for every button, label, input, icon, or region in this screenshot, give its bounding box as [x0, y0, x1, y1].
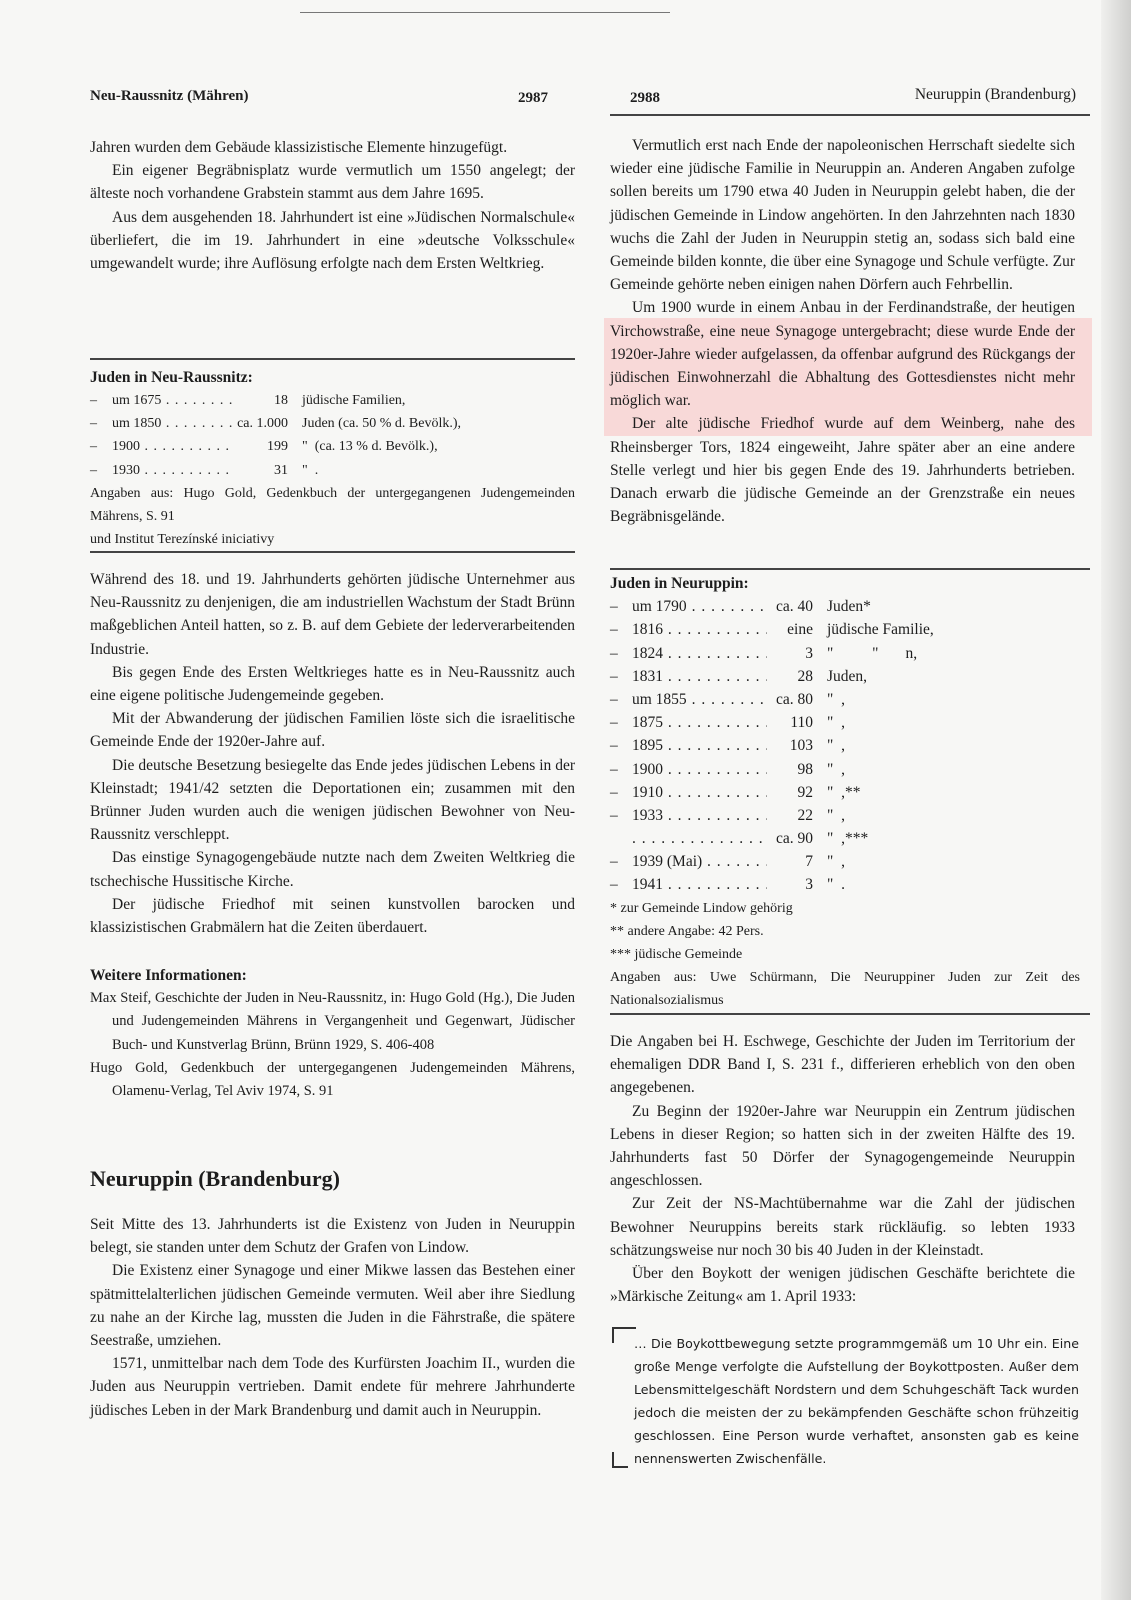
right-table	[610, 572, 1080, 1013]
row-dash: –	[610, 598, 618, 616]
row-value: 98	[797, 760, 813, 778]
footnote: * zur Gemeinde Lindow gehörig	[610, 900, 793, 916]
row-dash: –	[610, 667, 618, 685]
quote-bracket-close	[612, 1452, 628, 1468]
paragraph: Jahren wurden dem Gebäude klassizistische Elemente hinzugefügt.	[90, 139, 508, 156]
row-year: um 1675 . . .	[112, 389, 232, 412]
table-source: Angaben aus: Hugo Gold, Gedenkbuch der untergegangenen Judengemeinden Mährens, S. 91	[90, 485, 575, 524]
table-row	[610, 595, 1080, 618]
table-source: Angaben aus: Uwe Schürmann, Die Neuruppiner Juden zur Zeit des Nationalsozialismus	[610, 970, 1080, 1009]
table-row	[610, 804, 1080, 827]
right-running-head: Neuruppin (Brandenburg)	[914, 86, 1076, 103]
row-year: 1900 . . .	[112, 435, 232, 458]
row-year: 1816 . . .	[632, 618, 767, 641]
row-dash: –	[610, 853, 618, 871]
row-description: Juden*	[827, 598, 871, 616]
row-dash: –	[610, 621, 618, 639]
paragraph: Ein eigener Begräbnisplatz wurde vermutlich um 1550 angelegt; der älteste noch vorhandene Grabstein stammt aus dem Jahre 1695.	[90, 162, 575, 203]
divider	[90, 551, 575, 553]
right-body	[610, 134, 1075, 528]
row-description: " ,***	[827, 830, 869, 848]
paragraph: Seit Mitte des 13. Jahrhunderts ist die Existenz von Juden in Neuruppin belegt, sie standen unter dem Schutz der Grafen von Lindow.	[90, 1216, 575, 1257]
row-description: Juden,	[827, 667, 868, 685]
row-value: ca. 40	[775, 598, 813, 616]
reference: Hugo Gold, Gedenkbuch der untergegangenen Judengemeinden Mährens, Olamenu-Verlag, Tel Aviv 1974, S. 91	[90, 1059, 575, 1100]
paragraph: Der jüdische Friedhof mit seinen kunstvollen barocken und klassizistischen Grabmälern hat die Zeiten überdauert.	[90, 895, 575, 937]
row-value: ca. 1.000	[237, 416, 288, 432]
row-year: 1895 . . .	[632, 734, 767, 757]
top-edge-rule	[300, 12, 670, 13]
row-description: " ,	[827, 760, 845, 778]
row-description: " ,	[827, 690, 845, 708]
row-value: 3	[805, 876, 813, 894]
row-dash: –	[90, 439, 97, 455]
row-dash: –	[610, 714, 618, 732]
divider	[90, 358, 575, 360]
row-value: ca. 90	[775, 830, 813, 848]
right-body-2	[610, 1030, 1075, 1308]
row-value: 31	[274, 462, 288, 478]
row-description: " .	[302, 462, 319, 478]
row-description: Juden (ca. 50 % d. Bevölk.),	[302, 416, 462, 432]
row-description: " ,**	[827, 783, 861, 801]
row-description: " ,	[827, 806, 845, 824]
paragraph: Über den Boykott der wenigen jüdischen Geschäfte berichtete die »Märkische Zeitung« am 1. April 1933:	[610, 1265, 1075, 1306]
table-row	[610, 873, 1080, 896]
row-year: um 1855 . . .	[632, 688, 767, 711]
row-year: um 1850 . . .	[112, 412, 232, 435]
paragraph: Zu Beginn der 1920er-Jahre war Neuruppin ein Zentrum jüdischen Lebens in dieser Region; so hatten sich in der zweiten Hälfte des 19. Jahrhunderts fast 50 Dörfer der Synagogengemeinde Neuruppin angeschlossen.	[610, 1102, 1075, 1190]
divider	[610, 568, 1090, 570]
highlighted-paragraph: Um 1900 wurde in einem Anbau in der Ferdinandstraße, der heutigen Virchowstraße, eine neue Synagoge untergebracht; diese wurde Ende der 1920er-Jahre wieder aufgelassen, da offenbar aufgrund des Rückgangs der jüdischen Einwohnerzahl die Abhaltung des Gottesdienstes nicht mehr möglich war.	[610, 299, 1075, 410]
paragraph: Vermutlich erst nach Ende der napoleonischen Herrschaft siedelte sich wieder eine jüdische Familie in Neuruppin an. Anderen Angaben zufolge sollen bereits um 1790 etwa 40 Juden in Neuruppin gelebt haben, die der jüdischen Gemeinde in Lindow angehörten. In den Jahrzehnten nach 1830 wuchs die Zahl der Juden in Neuruppin stetig an, sodass sich bald eine Gemeinde bilden konnte, die über eine Synagoge und Schule verfügte. Zur Gemeinde gehörte neben einigen nahen Dörfern auch Fehrbellin.	[610, 137, 1075, 294]
row-year: 1939 (Mai) . . .	[632, 850, 767, 873]
table-title: Juden in Neuruppin:	[610, 575, 749, 592]
row-description: " (ca. 13 % d. Bevölk.),	[302, 439, 438, 455]
table-row	[90, 412, 575, 435]
table-row	[610, 711, 1080, 734]
reference: Max Steif, Geschichte der Juden in Neu-Raussnitz, in: Hugo Gold (Hg.), Die Juden und Judengemeinden Mährens in Vergangenheit und Gegenwart, Jüdischer Buch- und Kunstverlag Brünn, Brünn 1929, S. 406-408	[90, 990, 575, 1053]
table-row	[610, 827, 1080, 850]
row-value: 22	[797, 806, 813, 824]
row-description: " .	[827, 876, 845, 894]
quote-bracket-open	[612, 1327, 636, 1343]
row-dash: –	[610, 737, 618, 755]
row-year: 1900 . . .	[632, 758, 767, 781]
row-value: ca. 80	[775, 690, 813, 708]
right-page-number: 2988	[630, 90, 660, 106]
paragraph: Die Existenz einer Synagoge und einer Mikwe lassen das Bestehen einer spätmittelalterlichen jüdischen Gemeinde vermuten. Weil aber ihre Siedlung zu nahe an der Kirche lag, mussten die Juden in die Fährstraße, die spätere Seestraße, umziehen.	[90, 1262, 575, 1350]
paragraph: Aus dem ausgehenden 18. Jahrhundert ist eine »Jüdischen Normalschule« überliefert, die im 19. Jahrhundert in eine »deutsche Volksschule« umgewandelt wurde; ihre Auflösung erfolgte nach dem Ersten Weltkrieg.	[90, 208, 575, 273]
table-row	[610, 665, 1080, 688]
row-value: 3	[805, 644, 813, 662]
row-description: " ,	[827, 737, 845, 755]
footnote: ** andere Angabe: 42 Pers.	[610, 923, 764, 939]
paragraph: Die Angaben bei H. Eschwege, Geschichte der Juden im Territorium der ehemaligen DDR Band I, S. 231 f., differieren erheblich von den oben angegebenen.	[610, 1033, 1075, 1097]
divider	[610, 1013, 1090, 1015]
paragraph: Zur Zeit der NS-Machtübernahme war die Zahl der jüdischen Bewohner Neuruppins bereits stark rückläufig. so lebten 1933 schätzungsweise nur noch 30 bis 40 Juden in der Kleinstadt.	[610, 1195, 1075, 1259]
row-year: 1941 . . .	[632, 873, 767, 896]
table-title: Juden in Neu-Raussnitz:	[90, 369, 253, 386]
row-dash: –	[90, 393, 97, 408]
row-dash: –	[610, 876, 618, 894]
row-dash: –	[610, 783, 618, 801]
row-dash: –	[610, 690, 618, 708]
paragraph: Während des 18. und 19. Jahrhunderts gehörten jüdische Unternehmer aus Neu-Raussnitz zu denjenigen, die am industriellen Wachstum der Stadt Brünn maßgeblichen Anteil hatten, so z. B. auf dem Gebiete der lederverarbeitenden Industrie.	[90, 571, 575, 658]
row-description: " ,	[827, 853, 845, 871]
table-row	[610, 758, 1080, 781]
table-source-2: und Institut Terezínské iniciativy	[90, 531, 275, 547]
paragraph: 1571, unmittelbar nach dem Tode des Kurfürsten Joachim II., wurden die Juden aus Neuruppin vertrieben. Damit endete für mehrere Jahrhunderte jüdisches Leben in der Mark Brandenburg und damit auch in Neuruppin.	[90, 1355, 575, 1419]
table-row	[610, 850, 1080, 873]
section-body	[90, 1213, 575, 1422]
row-value: 18	[274, 393, 288, 408]
row-year: 1824 . . .	[632, 642, 767, 665]
row-dash: –	[90, 462, 97, 478]
paragraph: Die deutsche Besetzung besiegelte das Ende jedes jüdischen Lebens in der Kleinstadt; 1941/42 setzten die Deportationen ein; zusammen mit den Brünner Juden wurden auch die wenigen jüdischen Bewohner von Neu-Raussnitz verschleppt.	[90, 756, 575, 844]
row-dash: –	[610, 760, 618, 778]
row-value: 28	[797, 667, 813, 685]
table-row	[610, 618, 1080, 641]
footnote: *** jüdische Gemeinde	[610, 947, 743, 963]
book-spine-shadow	[1101, 0, 1131, 1600]
table-row	[610, 781, 1080, 804]
row-year: 1875 . . .	[632, 711, 767, 734]
table-row	[90, 389, 575, 412]
row-value: eine	[787, 621, 813, 639]
left-body	[90, 568, 575, 939]
row-value: 92	[797, 783, 813, 801]
row-description: " ,	[827, 714, 845, 732]
row-year: 1910 . . .	[632, 781, 767, 804]
table-row	[90, 459, 575, 482]
row-dash: –	[610, 644, 618, 662]
row-dash: –	[610, 806, 618, 824]
row-description: " " n,	[827, 644, 918, 662]
row-year: 1930 . . .	[112, 459, 232, 482]
header-rule	[610, 114, 1090, 116]
table-row	[610, 734, 1080, 757]
further-info	[90, 964, 575, 1103]
paragraph: Das einstige Synagogengebäude nutzte nach dem Zweiten Weltkrieg die tschechische Hussitische Kirche.	[90, 849, 575, 890]
left-table	[90, 366, 575, 551]
paragraph: Mit der Abwanderung der jüdischen Familien löste sich die israelitische Gemeinde Ende der 1920er-Jahre auf.	[90, 710, 575, 751]
table-row	[610, 642, 1080, 665]
table-row	[610, 688, 1080, 711]
left-running-head: Neu-Raussnitz (Mähren)	[90, 88, 249, 104]
paragraph: Bis gegen Ende des Ersten Weltkrieges hatte es in Neu-Raussnitz auch eine eigene politische Judengemeinde gegeben.	[90, 663, 575, 705]
table-row	[90, 435, 575, 458]
paragraph: Der alte jüdische Friedhof wurde auf dem Weinberg, nahe des Rheinsberger Tors, 1824 eingeweiht, Jahre später aber an eine andere Stelle verlegt und hier bis gegen Ende des 19. Jahrhunderts betrieben. Danach erwarb die jüdische Gemeinde an der Grenzstraße ein neues Begräbnisgelände.	[610, 415, 1075, 526]
row-year: 1933 . . .	[632, 804, 767, 827]
row-year	[632, 827, 767, 850]
row-description: jüdische Familie,	[827, 621, 934, 639]
row-description: jüdische Familien,	[302, 393, 406, 408]
row-value: 110	[790, 714, 813, 732]
section-heading: Neuruppin (Brandenburg)	[90, 1166, 341, 1191]
left-page-number: 2987	[518, 90, 548, 106]
row-value: 199	[267, 439, 288, 455]
row-dash: –	[90, 416, 97, 432]
row-dash	[610, 827, 632, 850]
left-intro	[90, 136, 575, 275]
row-value: 7	[805, 853, 813, 871]
row-value: 103	[789, 737, 813, 755]
further-info-title: Weitere Informationen:	[90, 967, 247, 984]
row-year: 1831 . . .	[632, 665, 767, 688]
newspaper-quote: … Die Boykottbewegung setzte programmgemäß um 10 Uhr ein. Eine große Menge verfolgte die Aufstellung der Boykottposten. Außer dem Lebensmittelgeschäft Nordstern und dem Schuhgeschäft Tack wurden jedoch die meisten der zu bekämpfenden Geschäfte schon frühzeitig geschlossen. Eine Person wurde verhaftet, ansonsten gab es keine nennenswerten Zwischenfälle.	[634, 1336, 1079, 1466]
row-year: um 1790 . . .	[632, 595, 767, 618]
